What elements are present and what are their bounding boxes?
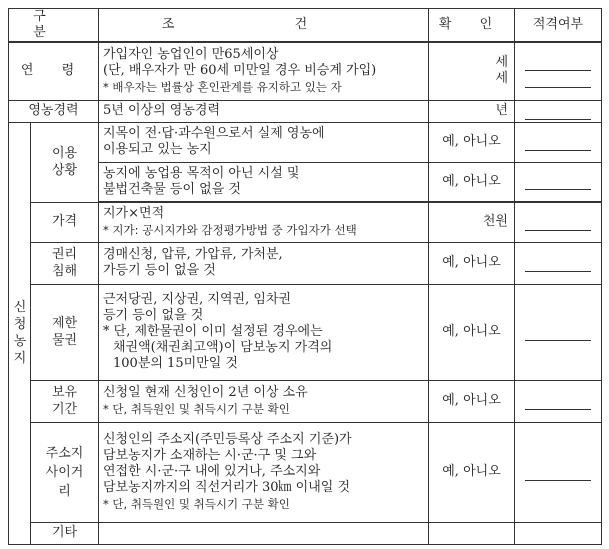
price-row xyxy=(9,202,602,242)
price-check: 천원 xyxy=(429,202,515,242)
eligibility-blank[interactable] xyxy=(525,103,591,120)
rights-check[interactable]: 예, 아니오 xyxy=(429,242,515,284)
holding-eligibility[interactable] xyxy=(515,380,602,422)
age-condition-line1: 가입자인 농업인이 만65세이상 xyxy=(103,47,279,63)
eligibility-blank[interactable] xyxy=(525,54,591,71)
eligibility-blank[interactable] xyxy=(525,255,591,272)
eligibility-blank[interactable] xyxy=(525,134,591,151)
holding-condition: 신청일 현재 신청인이 2년 이상 소유 * 단, 취득원인 및 취득시기 구분 확인 xyxy=(99,380,429,422)
distance-eligibility[interactable] xyxy=(515,422,602,522)
usage-row-1 xyxy=(9,122,602,162)
usage-condition-2: 농지에 농업용 목적이 아닌 시설 및 불법건축물 등이 없을 것 xyxy=(99,162,429,202)
age-eligibility[interactable] xyxy=(515,42,602,100)
header-check: 확 인 xyxy=(429,9,515,43)
distance-label: 주소지사이거리 xyxy=(31,422,99,522)
restricted-row xyxy=(9,284,602,380)
usage-check-2[interactable]: 예, 아니오 xyxy=(429,162,515,202)
rights-eligibility[interactable] xyxy=(515,242,602,284)
restricted-label: 제한물권 xyxy=(31,284,99,380)
eligibility-blank[interactable] xyxy=(525,71,591,88)
usage-eligibility-1[interactable] xyxy=(515,122,602,162)
restricted-eligibility[interactable] xyxy=(515,284,602,380)
header-eligibility: 적격여부 xyxy=(515,9,602,43)
distance-condition: 신청인의 주소지(주민등록상 주소지 기준)가 담보농지가 소재하는 시·군·구 및 그와 연접한 시·군·구 내에 있거나, 주소지와 담보농지까지의 직선거리가 30㎞ 이내일 것 * 단, 취득원인 및 취득시기 구분 확인 xyxy=(99,422,429,522)
price-eligibility[interactable] xyxy=(515,202,602,242)
age-check xyxy=(429,42,515,100)
farming-row xyxy=(9,100,602,122)
eligibility-form-table xyxy=(8,8,602,545)
distance-check[interactable]: 예, 아니오 xyxy=(429,422,515,522)
age-condition-line2: (단, 배우자가 만 60세 미만일 경우 비승계 가입) xyxy=(103,63,377,79)
usage-check-1[interactable]: 예, 아니오 xyxy=(429,122,515,162)
restricted-condition: 근저당권, 지상권, 지역권, 임차권 등기 등이 없을 것 * 단, 제한물권이 이미 설정된 경우에는 채권액(채권최고액)이 담보농지 가격의 100분의 15미만일 것 xyxy=(99,284,429,380)
holding-row xyxy=(9,380,602,422)
header-category: 구 분 xyxy=(9,9,99,43)
usage-label: 이용상황 xyxy=(31,122,99,202)
other-label: 기타 xyxy=(31,522,99,544)
header-row xyxy=(9,9,602,43)
usage-condition-1: 지목이 전·답·과수원으로서 실제 영농에 이용되고 있는 농지 xyxy=(99,122,429,162)
restricted-check[interactable]: 예, 아니오 xyxy=(429,284,515,380)
distance-row xyxy=(9,422,602,522)
price-label: 가격 xyxy=(31,202,99,242)
rights-row xyxy=(9,242,602,284)
age-unit-1: 세 xyxy=(495,55,508,71)
other-row xyxy=(9,522,602,544)
age-condition xyxy=(99,42,429,100)
farming-label: 영농경력 xyxy=(9,100,99,122)
farming-eligibility[interactable] xyxy=(515,100,602,122)
other-eligibility[interactable] xyxy=(515,522,602,544)
holding-label: 보유기간 xyxy=(31,380,99,422)
age-unit-2: 세 xyxy=(495,71,508,87)
holding-check[interactable]: 예, 아니오 xyxy=(429,380,515,422)
rights-label: 권리침해 xyxy=(31,242,99,284)
usage-eligibility-2[interactable] xyxy=(515,162,602,202)
age-note: * 배우자는 법률상 혼인관계를 유지하고 있는 자 xyxy=(103,80,342,95)
land-group-label: 신청농지 xyxy=(9,122,31,544)
header-condition: 조 건 xyxy=(99,9,429,43)
farming-check: 년 xyxy=(429,100,515,122)
other-condition[interactable] xyxy=(99,522,429,544)
eligibility-blank[interactable] xyxy=(525,324,591,341)
eligibility-blank[interactable] xyxy=(525,173,591,190)
price-condition: 지가×면적 * 지가: 공시지가와 감정평가방법 중 가입자가 선택 xyxy=(99,202,429,242)
eligibility-blank[interactable] xyxy=(525,393,591,410)
eligibility-blank[interactable] xyxy=(525,464,591,481)
eligibility-blank[interactable] xyxy=(525,214,591,231)
rights-condition: 경매신청, 압류, 가압류, 가처분, 가등기 등이 없을 것 xyxy=(99,242,429,284)
age-row xyxy=(9,42,602,100)
farming-condition: 5년 이상의 영농경력 xyxy=(99,100,429,122)
other-check[interactable] xyxy=(429,522,515,544)
age-label: 연 령 xyxy=(9,42,99,100)
